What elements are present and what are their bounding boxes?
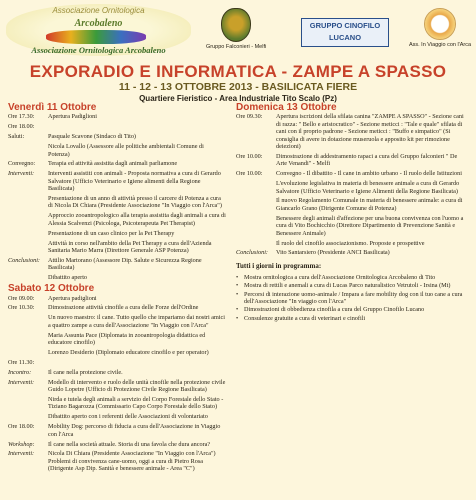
schedule-text: Il cane nella società attuale. Storia di una favola che dura ancora?	[48, 440, 211, 448]
schedule-time: Interventi:	[8, 450, 35, 458]
right-column	[236, 103, 468, 323]
sunday-title: Domenica 13 Ottobre	[236, 102, 337, 113]
schedule-row	[8, 212, 226, 227]
schedule-row	[8, 143, 226, 158]
header	[0, 0, 476, 60]
program-item-text: Dimostrazioni di obbedienza cinofila a cura del Gruppo Cinofilo Lucano	[244, 306, 425, 314]
program-item	[236, 306, 468, 313]
schedule-row	[8, 369, 226, 376]
daily-program-list	[236, 274, 468, 322]
schedule-text: Lorenzo Desiderio (Diplomato educatore cinofilo e per operator)	[48, 348, 209, 356]
schedule-text: Apertura Padiglioni	[48, 113, 97, 121]
schedule-row	[8, 113, 226, 120]
schedule-text: Attilio Martorano (Assessore Dip. Salute e Sicurezza Regione Basilicata)	[48, 256, 202, 272]
schedule-text: Nicola Lovallo (Assessore alle politiche ambientali Comune di Potenza)	[48, 143, 204, 158]
logo-name-text: Arcobaleno	[74, 18, 123, 29]
schedule-row	[8, 379, 226, 394]
schedule-time	[8, 195, 48, 210]
schedule-row	[236, 113, 468, 150]
arcobaleno-logo	[6, 4, 191, 56]
partner-arca-caption: Ass. In Viaggio con l'Arca	[408, 42, 472, 48]
schedule-time: Ore 11.30:	[8, 358, 35, 366]
program-item	[236, 291, 468, 306]
schedule-time	[8, 396, 48, 411]
schedule-time: Ore 18.00:	[8, 123, 35, 131]
schedule-row	[8, 314, 226, 329]
saturday-title: Sabato 12 Ottobre	[8, 283, 95, 295]
program-item	[236, 315, 468, 322]
schedule-time: Ore 09.30:	[236, 113, 263, 121]
event-dates: 11 - 12 - 13 OTTOBRE 2013 - BASILICATA FIERE	[118, 81, 358, 93]
schedule-row	[8, 133, 226, 140]
schedule-row	[8, 413, 226, 420]
schedule-row	[236, 240, 468, 247]
schedule-row	[236, 215, 468, 237]
schedule-row	[8, 257, 226, 272]
sunday-schedule	[236, 113, 468, 259]
schedule-text: Pasquale Scavone (Sindaco di Tito)	[48, 133, 136, 141]
program-item	[236, 282, 468, 289]
cinofilo-logo	[301, 18, 389, 47]
schedule-time	[236, 197, 276, 212]
schedule-row	[8, 359, 226, 366]
schedule-text: Approccio zooantropologico alla terapia assistita dagli animali a cura di Alessia Scalvenzi (Psicologa, Psicoterapeuta Pet Therapist)	[48, 212, 226, 227]
schedule-text: Apertura padiglioni	[48, 294, 97, 302]
schedule-row	[8, 230, 226, 237]
row-gap	[8, 473, 226, 476]
arca-logo-icon	[424, 8, 456, 40]
schedule-text: Interventi assistiti con animali - Proposta normativa a cura di Gerardo Salvatore (Ufficio Veterinario e Igiene alimenti della Regione Basilicata)	[48, 170, 221, 193]
schedule-row	[8, 396, 226, 411]
schedule-row	[236, 153, 468, 168]
schedule-time: Interventi:	[8, 170, 35, 178]
schedule-row	[236, 197, 468, 212]
schedule-time: Conclusioni:	[8, 256, 40, 264]
friday-schedule	[8, 113, 226, 284]
schedule-row	[236, 180, 468, 195]
schedule-text: Mobility Dog: percorso di fiducia a cura dell'Associazione in Viaggio con l'Arca	[48, 423, 221, 438]
schedule-time	[8, 240, 48, 255]
schedule-row	[8, 274, 226, 281]
schedule-time: Ore 10.30:	[8, 304, 35, 312]
schedule-text: Convegno - Il dibattito - Il cane in ambito urbano - Il ruolo delle Istituzioni	[276, 170, 462, 178]
program-item-text: Mostra ornitologica a cura dell'Associazione Ornitologica Arcobaleno di Tito	[244, 273, 436, 281]
cinofilo-line2: LUCANO	[328, 33, 362, 42]
schedule-row	[236, 249, 468, 256]
schedule-time: Interventi:	[8, 378, 35, 386]
schedule-text: Il nuovo Regolamento Comunale in materia di benessere animale: a cura di Giancarlo Grano (Dirigente Comune di Potenza)	[276, 197, 463, 212]
daily-program-title: Tutti i giorni in programma:	[236, 262, 322, 271]
schedule-row	[8, 240, 226, 255]
schedule-row	[8, 160, 226, 167]
schedule-row	[8, 170, 226, 192]
logo-arc-text: Associazione Ornitologica	[52, 6, 145, 15]
schedule-row	[8, 195, 226, 210]
schedule-text	[48, 359, 226, 366]
bullet-icon: •	[236, 314, 239, 322]
falconieri-crest-icon	[221, 8, 251, 42]
schedule-row	[8, 450, 226, 472]
schedule-time	[236, 215, 276, 237]
schedule-text: Il cane nella protezione civile.	[48, 368, 123, 376]
schedule-text: Dimostrazione di addestramento rapaci a cura del Gruppo falconieri " De Arte Venandi" - Melfi	[276, 152, 458, 168]
schedule-time	[8, 230, 48, 237]
schedule-text: Presentazione di un caso clinico per la Pet Therapy	[48, 229, 175, 237]
program-item	[236, 274, 468, 281]
schedule-time: Ore 17.30:	[8, 113, 35, 121]
partner-falconieri	[206, 8, 266, 50]
schedule-text: L'evoluzione legislativa in materia di benessere animale a cura di Gerardo Salvatore (Ufficio Veterinario e Igiene Alimenti della Regione Basilicata)	[276, 180, 460, 195]
schedule-row	[8, 441, 226, 448]
schedule-time	[8, 314, 48, 329]
schedule-row	[8, 295, 226, 302]
schedule-text: Dibattito aperto con i referenti delle Associazioni di volontariato	[48, 413, 208, 421]
schedule-row	[8, 304, 226, 311]
cinofilo-line1: GRUPPO CINOFILO	[309, 21, 381, 30]
logo-subtitle: Associazione Ornitologica Arcobaleno	[31, 45, 166, 55]
schedule-time: Ore 18.00:	[8, 423, 35, 431]
event-venue: Quartiere Fieristico - Area Industriale Tito Scalo (Pz)	[139, 94, 337, 103]
program-item-text: Mostra di rettili e anemali a cura di Lucas Parco naturalistico Vetrutoli - Irsina (Mt)	[244, 282, 451, 290]
schedule-time	[8, 143, 48, 158]
program-item-text: Percorsi di interazione uomo-animale / Impara a fare mobility dog con il tuo cane a cura dell'Associazione "In viaggio con l'Arca"	[244, 290, 463, 305]
partner-arca	[408, 8, 472, 48]
schedule-time: Convegno:	[8, 160, 36, 168]
schedule-text: Maria Assunta Pace (Diplomata in zooantropologia didattica ed educatore cinofilo)	[48, 331, 206, 347]
rainbow-bird-icon	[46, 30, 146, 44]
schedule-time: Ore 10.00:	[236, 152, 263, 160]
schedule-time	[8, 349, 48, 356]
schedule-time: Conclusioni:	[236, 249, 268, 257]
schedule-text: Modello di intervento e ruolo delle unità cinofile nella protezione civile Guido Lopetre (Ufficio di Protezione Civile Regione Basilicata)	[48, 378, 226, 394]
schedule-row	[8, 123, 226, 130]
bullet-icon: •	[236, 306, 239, 314]
bullet-icon: •	[236, 282, 239, 290]
saturday-schedule	[8, 295, 226, 476]
program-item-text: Consulenze gratuite a cura di veterinari e cinofili	[244, 314, 366, 322]
schedule-time	[236, 240, 276, 247]
schedule-time: Incontro:	[8, 368, 32, 376]
event-title: EXPORADIO E INFORMATICA - ZAMPE A SPASSO	[29, 62, 447, 81]
friday-title: Venerdì 11 Ottobre	[8, 102, 97, 113]
schedule-text: Terapia ed attività assistita dagli animali parliamone	[48, 160, 178, 168]
bullet-icon: •	[236, 290, 239, 298]
schedule-time	[8, 274, 48, 281]
schedule-time: Saluti:	[8, 133, 25, 141]
schedule-row	[8, 349, 226, 356]
schedule-time	[236, 180, 276, 195]
schedule-row	[8, 423, 226, 438]
schedule-time: Ore 09.00:	[8, 294, 35, 302]
schedule-text: Un nuovo maestro: il cane. Tutto quello che impariamo dai nostri amici a quattro zampe a cura dell'Associazione "In Viaggio con l'Arca"	[48, 314, 225, 329]
schedule-text: Benessere degli animali d'affezione per una buona convivenza con l'uomo a cura di Vito Bochicchio (Direttore Dipartimento di Prevenzione Sanità e Benessere Animale)	[276, 214, 464, 237]
schedule-text: Apertura iscrizioni della sfilata canina "ZAMPE A SPASSO" - Sezione cani di razza: " Bello e aristocratico" - Sezione meticci : "Tale e quale" sfilata di cani con il proprio padrone - Sezione meticci : "Buffo e simpatico" (Si consiglia di avere in dotazione museruola e apposito kit per rimozione deiezioni)	[276, 113, 464, 151]
schedule-text: Vito Santarsiero (Presidente ANCI Basilicata)	[276, 249, 390, 257]
schedule-text: Nirda e tutela degli animali a servizio del Corpo Forestale dello Stato - Tiziano Bagarozza (Commissario Capo Corpo Forestale dello Stato)	[48, 396, 224, 411]
schedule-row	[236, 170, 468, 177]
schedule-text	[48, 123, 226, 130]
schedule-row	[8, 332, 226, 347]
partner-falconieri-caption: Gruppo Falconieri - Melfi	[206, 44, 267, 50]
row-gap	[236, 257, 468, 260]
schedule-time: Workshop:	[8, 440, 35, 448]
schedule-text: Dibattito aperto	[48, 274, 88, 282]
schedule-time	[8, 413, 48, 420]
schedule-text: Presentazione di un anno di attività presso il carcere di Potenza a cura di Nicola Di Chiara (Presidente Associazione "In Viaggio con l'Arca")	[48, 195, 222, 210]
schedule-time	[8, 332, 48, 347]
partner-cinofilo	[300, 12, 390, 47]
schedule-time	[8, 212, 48, 227]
schedule-text: Il ruolo del cinofilo associazionismo. Proposte e prospettive	[276, 239, 425, 247]
schedule-text: Dimostrazione attività cinofile a cura delle Forze dell'Ordine	[48, 304, 199, 312]
schedule-text: Attività in corso nell'ambito della Pet Therapy a cura dell'Azienda Sanitaria Mario Marra (Direttore Generale ASP Potenza)	[48, 239, 212, 254]
left-column	[8, 103, 226, 475]
bullet-icon: •	[236, 273, 239, 281]
schedule-text: Nicola Di Chiara (Presidente Associazione "In Viaggio con l'Arca") Problemi di convivenza cane-uomo, oggi a cura di Pietro Rosa (Dirigente Asp Dip. Sanità e benessere animale - Area "C")	[48, 450, 216, 473]
schedule-time: Ore 10.00:	[236, 170, 263, 178]
